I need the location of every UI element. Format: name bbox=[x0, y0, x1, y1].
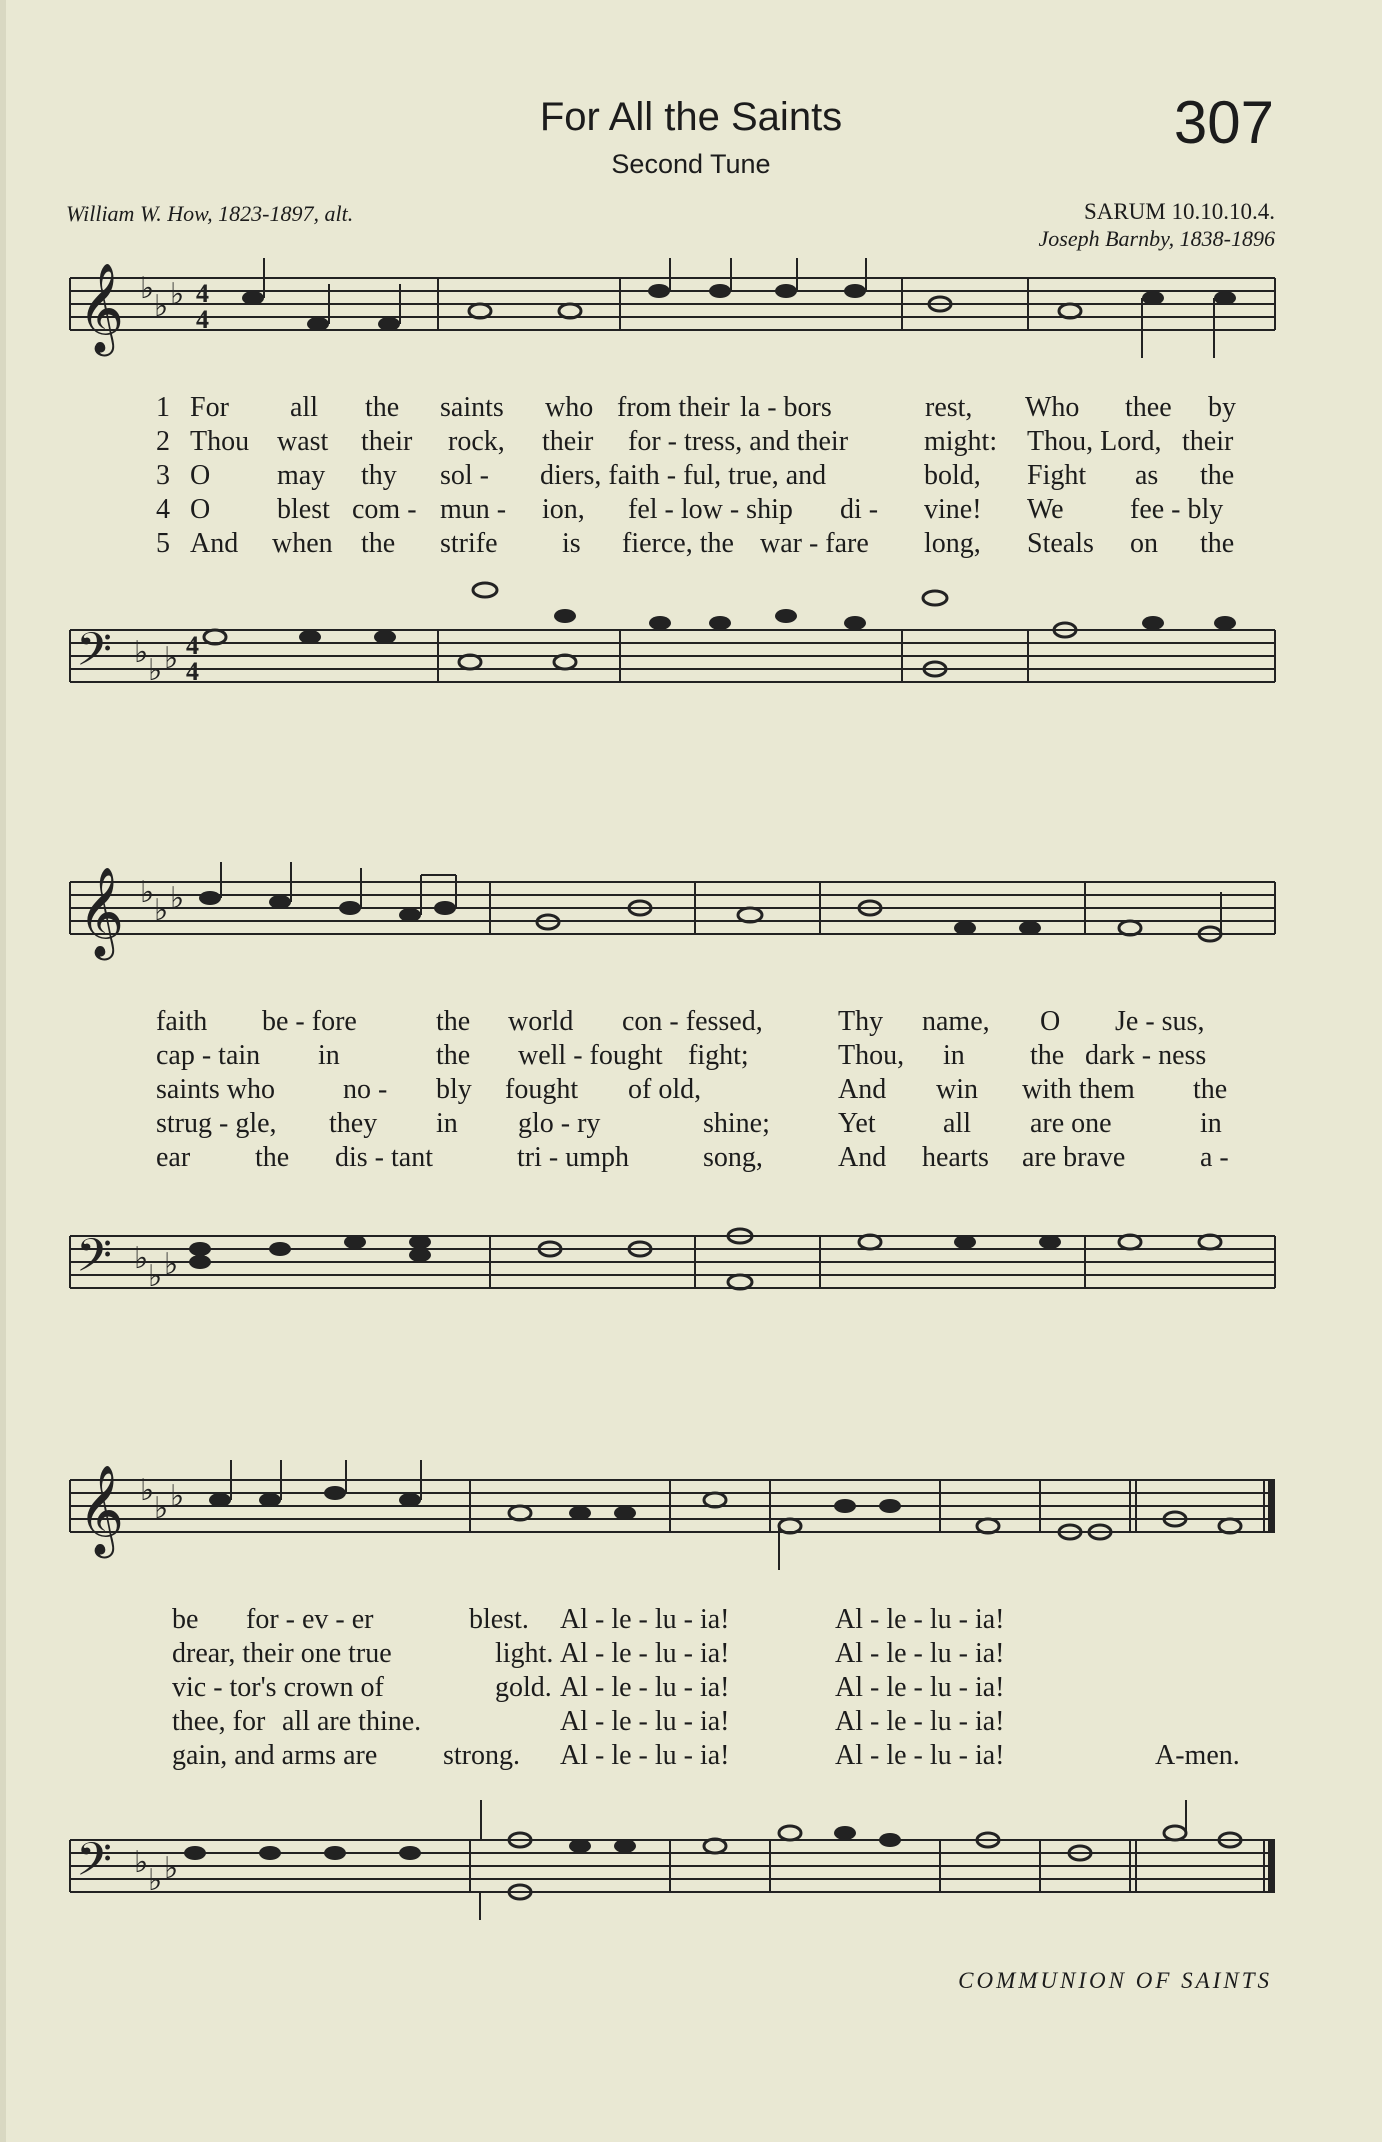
lyric: And bbox=[190, 528, 239, 559]
lyric: rest, bbox=[925, 392, 973, 423]
lyric: of old, bbox=[628, 1074, 702, 1105]
lyric: with them bbox=[1022, 1074, 1135, 1105]
verse-4-row bbox=[0, 1706, 1382, 1740]
svg-text:4: 4 bbox=[186, 631, 199, 660]
lyric: strug - gle, bbox=[156, 1108, 277, 1139]
lyric: the bbox=[361, 528, 396, 559]
lyric: the bbox=[1200, 460, 1235, 491]
lyric: who bbox=[545, 392, 594, 423]
lyric: rock, bbox=[448, 426, 505, 457]
lyric: war - fare bbox=[760, 528, 869, 559]
bass-clef-icon: 𝄢 bbox=[76, 625, 113, 687]
lyric: for - tress, and their bbox=[628, 426, 849, 457]
svg-text:♭: ♭ bbox=[140, 272, 155, 305]
svg-text:♭: ♭ bbox=[148, 654, 163, 687]
lyric: win bbox=[936, 1074, 978, 1105]
verse-number: 2 bbox=[156, 426, 170, 457]
svg-text:♭: ♭ bbox=[134, 636, 149, 669]
svg-text:♭: ♭ bbox=[134, 1846, 149, 1879]
svg-text:♭: ♭ bbox=[170, 278, 185, 311]
lyric: the bbox=[365, 392, 400, 423]
lyric: O bbox=[1040, 1006, 1061, 1037]
lyric: the bbox=[436, 1040, 471, 1071]
verse-4-row bbox=[0, 494, 1382, 528]
svg-text:4: 4 bbox=[196, 305, 209, 334]
lyric: Thou bbox=[190, 426, 250, 457]
lyric: Who bbox=[1025, 392, 1080, 423]
treble-staff-3 bbox=[70, 1460, 1275, 1580]
lyric: thee bbox=[1125, 392, 1172, 423]
lyric: vic - tor's crown of bbox=[172, 1672, 384, 1703]
lyric: world bbox=[508, 1006, 574, 1037]
lyric: be bbox=[172, 1604, 199, 1635]
lyric: blest bbox=[277, 494, 330, 525]
lyric: Yet bbox=[838, 1108, 876, 1139]
treble-staff-2 bbox=[70, 862, 1275, 982]
lyric: We bbox=[1027, 494, 1064, 525]
lyric: is bbox=[562, 528, 581, 559]
treble-clef-icon: 𝄞 bbox=[78, 264, 125, 351]
lyric: strong. bbox=[443, 1740, 520, 1771]
svg-text:♭: ♭ bbox=[154, 1492, 169, 1525]
verse-number: 3 bbox=[156, 460, 170, 491]
bass-clef-icon: 𝄢 bbox=[76, 1231, 113, 1293]
lyric: diers, faith - ful, true, and bbox=[540, 460, 827, 491]
svg-text:♭: ♭ bbox=[164, 642, 179, 675]
lyric: gold. bbox=[495, 1672, 552, 1703]
bass-staff-1 bbox=[70, 590, 1275, 710]
lyric: fight; bbox=[688, 1040, 749, 1071]
lyric: Al - le - lu - ia! bbox=[835, 1638, 1005, 1669]
lyric: song, bbox=[703, 1142, 763, 1173]
lyric: fierce, the bbox=[622, 528, 734, 559]
lyric: glo - ry bbox=[518, 1108, 601, 1139]
svg-text:4: 4 bbox=[186, 657, 199, 686]
svg-text:♭: ♭ bbox=[134, 1242, 149, 1275]
lyric: in bbox=[1200, 1108, 1222, 1139]
verse-number: 1 bbox=[156, 392, 170, 423]
lyric: are one bbox=[1030, 1108, 1112, 1139]
lyric: name, bbox=[922, 1006, 990, 1037]
lyric: shine; bbox=[703, 1108, 770, 1139]
treble-clef-icon: 𝄞 bbox=[78, 868, 125, 955]
verse-3-row bbox=[0, 1074, 1382, 1108]
lyric: their bbox=[542, 426, 594, 457]
lyric: well - fought bbox=[518, 1040, 663, 1071]
lyric: fee - bly bbox=[1130, 494, 1224, 525]
svg-text:♭: ♭ bbox=[164, 1248, 179, 1281]
lyric: sol - bbox=[440, 460, 489, 491]
treble-staff-2-svg bbox=[70, 862, 1275, 982]
lyric: by bbox=[1208, 392, 1236, 423]
hymn-title: For All the Saints bbox=[539, 95, 843, 139]
lyric: all bbox=[943, 1108, 971, 1139]
svg-text:4: 4 bbox=[196, 279, 209, 308]
lyric: Al - le - lu - ia! bbox=[560, 1672, 730, 1703]
verse-2-row bbox=[0, 1638, 1382, 1672]
bass-staff-3 bbox=[70, 1800, 1275, 1920]
lyric: Al - le - lu - ia! bbox=[835, 1672, 1005, 1703]
svg-text:♭: ♭ bbox=[164, 1852, 179, 1885]
lyric: be - fore bbox=[262, 1006, 357, 1037]
lyric: the bbox=[1193, 1074, 1228, 1105]
lyric: mun - bbox=[440, 494, 507, 525]
lyric: they bbox=[329, 1108, 378, 1139]
hymn-subtitle: Second Tune bbox=[611, 149, 771, 179]
lyric: in bbox=[318, 1040, 340, 1071]
treble-staff-3-svg bbox=[70, 1460, 1275, 1580]
svg-text:♭: ♭ bbox=[154, 894, 169, 927]
lyric: Al - le - lu - ia! bbox=[560, 1604, 730, 1635]
svg-text:♭: ♭ bbox=[140, 1474, 155, 1507]
lyric: all are thine. bbox=[282, 1706, 422, 1737]
lyric: com - bbox=[352, 494, 417, 525]
svg-text:♭: ♭ bbox=[148, 1260, 163, 1293]
verse-number: 4 bbox=[156, 494, 170, 525]
lyric: gain, and arms are bbox=[172, 1740, 378, 1771]
verse-3-row bbox=[0, 1672, 1382, 1706]
lyric: are brave bbox=[1022, 1142, 1126, 1173]
lyric: cap - tain bbox=[156, 1040, 261, 1071]
lyric: con - fessed, bbox=[622, 1006, 763, 1037]
lyric: a - bbox=[1200, 1142, 1229, 1173]
lyric: no - bbox=[343, 1074, 388, 1105]
lyric: drear, their one true bbox=[172, 1638, 392, 1669]
lyric: faith bbox=[156, 1006, 208, 1037]
lyric: thy bbox=[361, 460, 397, 491]
lyric: Thy bbox=[838, 1006, 884, 1037]
lyric: tri - umph bbox=[517, 1142, 629, 1173]
verse-5-row bbox=[0, 1740, 1382, 1774]
verse-5-row bbox=[0, 1142, 1382, 1176]
lyric: all bbox=[290, 392, 318, 423]
bass-staff-2 bbox=[70, 1196, 1275, 1316]
lyric: their bbox=[1182, 426, 1234, 457]
lyric: ear bbox=[156, 1142, 191, 1173]
composer: Joseph Barnby, 1838-1896 bbox=[1038, 226, 1275, 251]
treble-staff-1 bbox=[70, 258, 1275, 378]
lyric: from their bbox=[617, 392, 730, 423]
verse-3-row bbox=[0, 460, 1382, 494]
bass-staff-1-svg bbox=[70, 590, 1275, 710]
bass-clef-icon: 𝄢 bbox=[76, 1835, 113, 1897]
lyric: wast bbox=[277, 426, 329, 457]
lyric: Al - le - lu - ia! bbox=[835, 1740, 1005, 1771]
lyric: vine! bbox=[924, 494, 982, 525]
lyric: Al - le - lu - ia! bbox=[560, 1706, 730, 1737]
verse-4-row bbox=[0, 1108, 1382, 1142]
page-footer: COMMUNION OF SAINTS bbox=[958, 1968, 1272, 1993]
lyric: bold, bbox=[924, 460, 981, 491]
lyric: the bbox=[255, 1142, 290, 1173]
lyric: in bbox=[943, 1040, 965, 1071]
lyric: Al - le - lu - ia! bbox=[835, 1604, 1005, 1635]
lyric: strife bbox=[440, 528, 498, 559]
bass-staff-2-svg bbox=[70, 1196, 1275, 1316]
lyric: for - ev - er bbox=[246, 1604, 374, 1635]
verse-number: 5 bbox=[156, 528, 170, 559]
lyric: And bbox=[838, 1074, 887, 1105]
lyric: A-men. bbox=[1155, 1740, 1240, 1771]
lyric: in bbox=[436, 1108, 458, 1139]
svg-text:♭: ♭ bbox=[140, 876, 155, 909]
lyric: Al - le - lu - ia! bbox=[560, 1740, 730, 1771]
verse-5-row bbox=[0, 528, 1382, 562]
lyric: fel - low - ship bbox=[628, 494, 793, 525]
lyric: may bbox=[277, 460, 326, 491]
lyric: saints bbox=[440, 392, 504, 423]
verse-2-row bbox=[0, 1040, 1382, 1074]
lyric: long, bbox=[924, 528, 981, 559]
lyric: might: bbox=[924, 426, 998, 457]
lyric: Je - sus, bbox=[1115, 1006, 1205, 1037]
text-author: William W. How, 1823-1897, alt. bbox=[66, 201, 354, 226]
lyric: on bbox=[1130, 528, 1158, 559]
lyric: O bbox=[190, 460, 211, 491]
lyric: Steals bbox=[1027, 528, 1094, 559]
lyric: light. bbox=[495, 1638, 554, 1669]
lyric: Thou, Lord, bbox=[1027, 426, 1162, 457]
bass-staff-3-svg bbox=[70, 1800, 1275, 1920]
lyric: when bbox=[272, 528, 333, 559]
lyric: their bbox=[361, 426, 413, 457]
lyric: the bbox=[1030, 1040, 1065, 1071]
lyric: ion, bbox=[542, 494, 585, 525]
treble-staff-1-svg bbox=[70, 258, 1275, 378]
lyric: Al - le - lu - ia! bbox=[560, 1638, 730, 1669]
treble-clef-icon: 𝄞 bbox=[78, 1466, 125, 1553]
lyric: the bbox=[1200, 528, 1235, 559]
svg-text:♭: ♭ bbox=[170, 882, 185, 915]
lyric: the bbox=[436, 1006, 471, 1037]
svg-text:♭: ♭ bbox=[148, 1864, 163, 1897]
lyric: And bbox=[838, 1142, 887, 1173]
lyric: dark - ness bbox=[1085, 1040, 1207, 1071]
lyric: For bbox=[190, 392, 229, 423]
lyric: hearts bbox=[922, 1142, 989, 1173]
verse-1-row bbox=[0, 1604, 1382, 1638]
lyric: thee, for bbox=[172, 1706, 266, 1737]
lyric: bly bbox=[436, 1074, 472, 1105]
lyric: fought bbox=[505, 1074, 579, 1105]
verse-2-row bbox=[0, 426, 1382, 460]
lyric: di - bbox=[840, 494, 879, 525]
lyric: O bbox=[190, 494, 211, 525]
lyric: Fight bbox=[1027, 460, 1087, 491]
lyric: dis - tant bbox=[335, 1142, 433, 1173]
tune-name: SARUM 10.10.10.4. bbox=[1083, 199, 1275, 224]
verse-1-row bbox=[0, 1006, 1382, 1040]
hymn-number: 307 bbox=[1173, 89, 1274, 156]
lyric: Al - le - lu - ia! bbox=[835, 1706, 1005, 1737]
lyric: Thou, bbox=[838, 1040, 905, 1071]
svg-text:♭: ♭ bbox=[154, 290, 169, 323]
lyric: as bbox=[1135, 460, 1159, 491]
lyric: blest. bbox=[469, 1604, 529, 1635]
verse-1-row bbox=[0, 392, 1382, 426]
svg-text:♭: ♭ bbox=[170, 1480, 185, 1513]
lyric: saints who bbox=[156, 1074, 275, 1105]
lyric: la - bors bbox=[740, 392, 832, 423]
